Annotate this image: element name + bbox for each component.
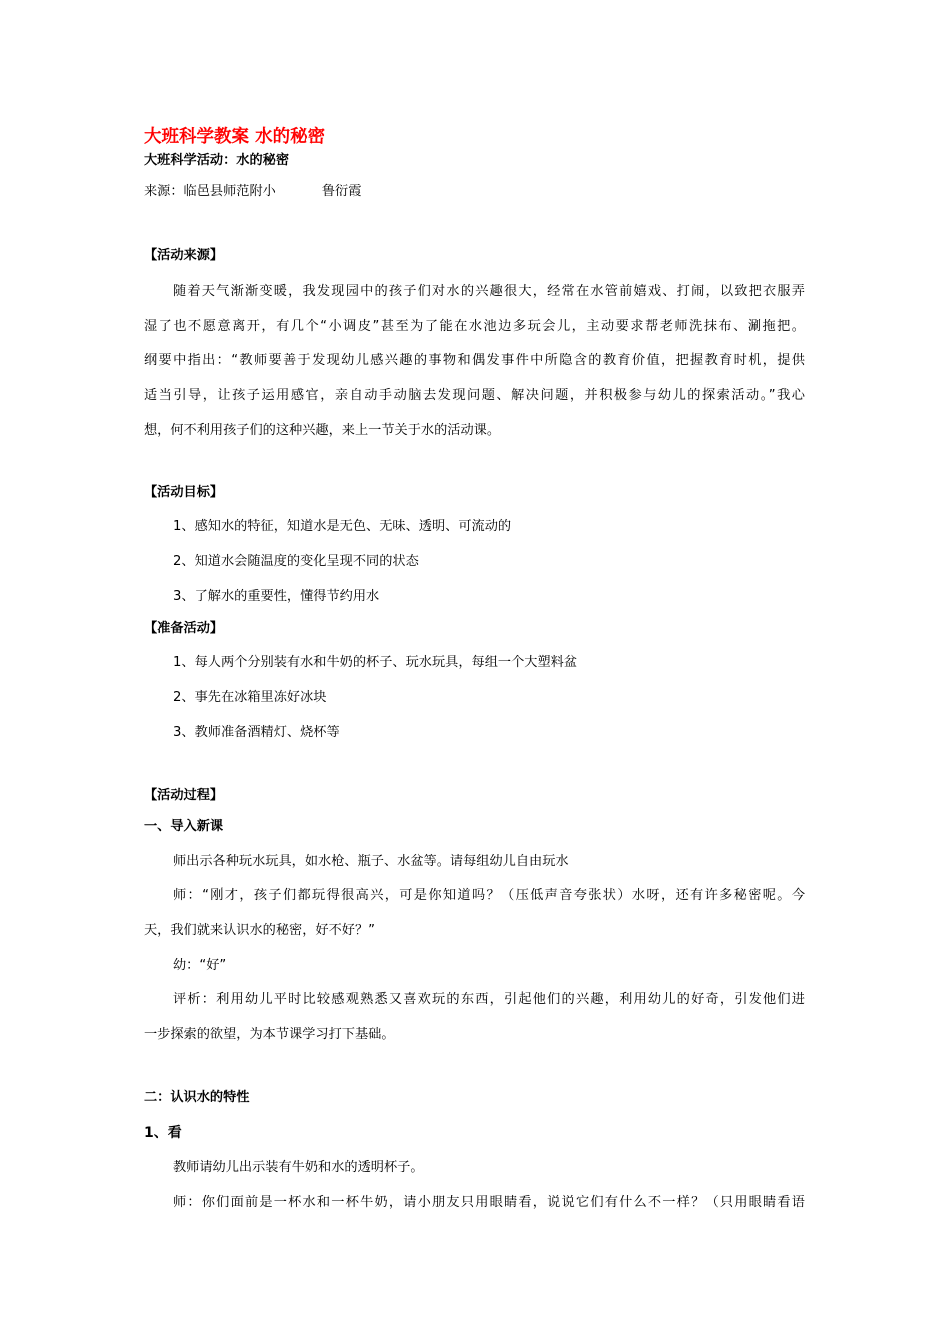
paragraph-line: 纲要中指出：“教师要善于发现幼儿感兴趣的事物和偶发事件中所隐含的教育价值，把握教育时机，提供 (144, 353, 805, 368)
paragraph-line: 评析：利用幼儿平时比较感观熟悉又喜欢玩的东西，引起他们的兴趣，利用幼儿的好奇，引发他们进 (173, 992, 805, 1007)
list-item: 2、事先在冰箱里冻好冰块 (173, 690, 327, 705)
paragraph-line: 湿了也不愿意离开，有几个“小调皮”甚至为了能在水池边多玩会儿，主动要求帮老师洗抹布、涮拖把。 (144, 319, 805, 334)
paragraph-line: 幼：“好” (173, 958, 227, 973)
section-heading-goals: 【活动目标】 (144, 485, 224, 500)
author-name: 鲁衍霞 (321, 184, 362, 199)
document-subtitle: 大班科学活动：水的秘密 (144, 153, 290, 168)
list-item: 3、了解水的重要性，懂得节约用水 (173, 589, 380, 604)
paragraph-line: 教师请幼儿出示装有牛奶和水的透明杯子。 (173, 1160, 424, 1175)
document-source (144, 182, 361, 202)
document-title: 大班科学教案 水的秘密 (144, 127, 326, 147)
paragraph-line: 师：你们面前是一杯水和一杯牛奶，请小朋友只用眼睛看，说说它们有什么不一样？（只用眼睛看语 (173, 1195, 805, 1210)
subsection-heading-intro: 一、导入新课 (144, 819, 224, 834)
paragraph-line: 一步探索的欲望，为本节课学习打下基础。 (144, 1027, 395, 1042)
sub-subsection-heading-look: 1、看 (144, 1125, 182, 1141)
subsection-heading-properties: 二：认识水的特性 (144, 1090, 250, 1105)
paragraph-line: 天，我们就来认识水的秘密，好不好？” (144, 923, 376, 938)
paragraph-line: 想，何不利用孩子们的这种兴趣，来上一节关于水的活动课。 (144, 423, 501, 438)
section-heading-process: 【活动过程】 (144, 788, 224, 803)
paragraph-line: 师：“刚才，孩子们都玩得很高兴，可是你知道吗？（压低声音夸张状）水呀，还有许多秘密呢。今 (173, 888, 805, 903)
list-item: 1、感知水的特征，知道水是无色、无味、透明、可流动的 (173, 519, 512, 534)
source-label: 来源：临邑县师范附小 (144, 184, 276, 199)
list-item: 2、知道水会随温度的变化呈现不同的状态 (173, 554, 419, 569)
paragraph-line: 适当引导，让孩子运用感官，亲自动手动脑去发现问题、解决问题，并积极参与幼儿的探索活动。”我心 (144, 388, 805, 403)
section-heading-activity-source: 【活动来源】 (144, 248, 224, 263)
list-item: 1、每人两个分别装有水和牛奶的杯子、玩水玩具，每组一个大塑料盆 (173, 655, 578, 670)
section-heading-preparation: 【准备活动】 (144, 621, 224, 636)
list-item: 3、教师准备酒精灯、烧杯等 (173, 725, 340, 740)
paragraph-line: 师出示各种玩水玩具，如水枪、瓶子、水盆等。请每组幼儿自由玩水 (173, 854, 569, 869)
paragraph-line: 随着天气渐渐变暖，我发现园中的孩子们对水的兴趣很大，经常在水管前嬉戏、打闹，以致把衣服弄 (173, 284, 805, 299)
